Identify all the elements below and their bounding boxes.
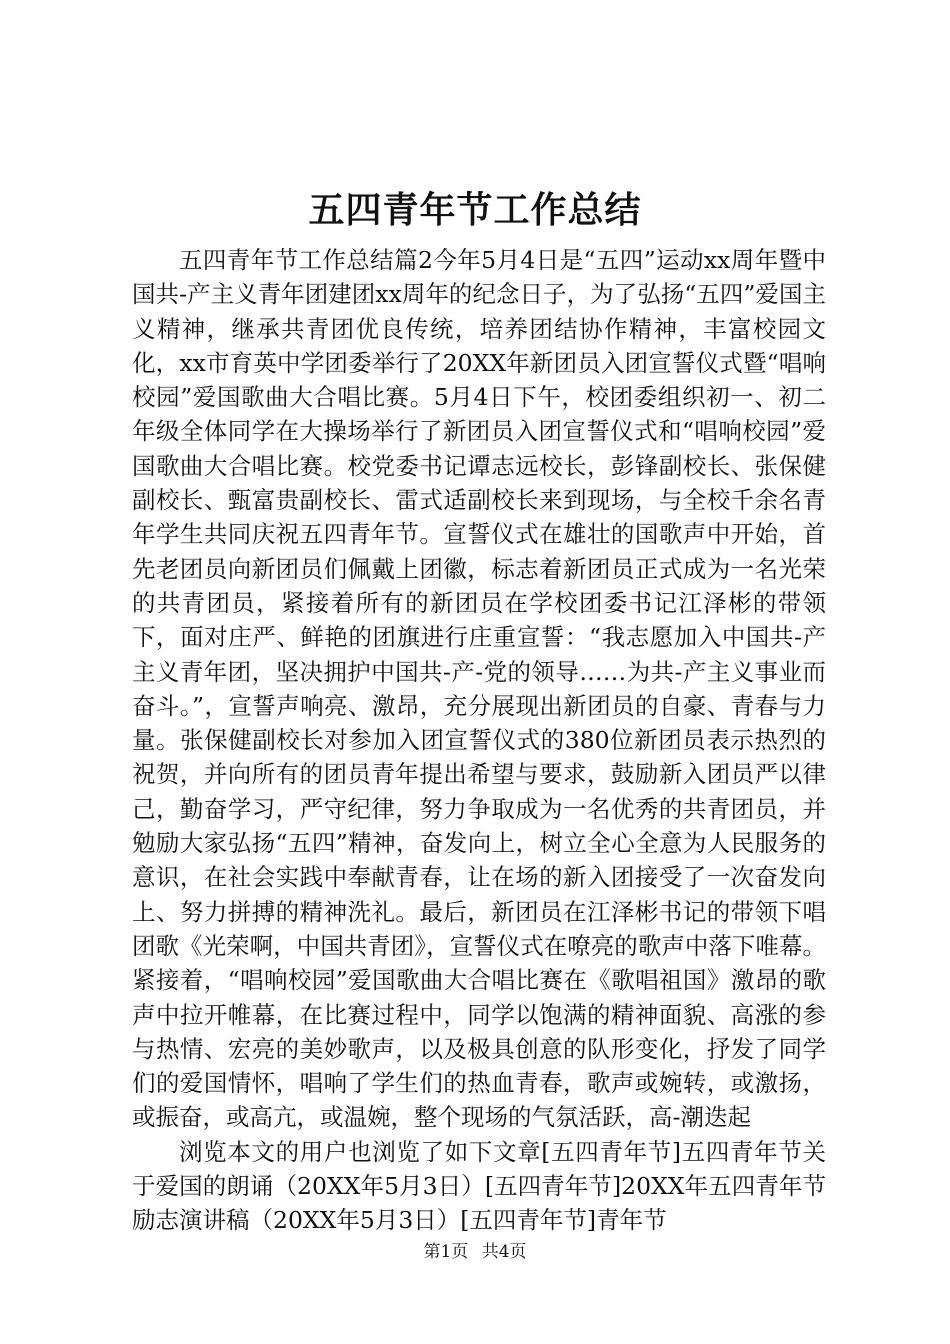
document-title: 五四青年节工作总结 — [308, 189, 642, 231]
body-paragraph-main: 五四青年节工作总结篇2今年5月4日是“五四”运动xx周年暨中国共-产主义青年团建团xx周年的纪念日子，为了弘扬“五四”爱国主义精神，继承共青团优良传统，培养团结协作精神，丰富校园文化，xx市育英中学团委举行了20XX年新团员入团宣誓仪式暨“唱响校园”爱国歌曲大合唱比赛。5月4日下午，校团委组织初一、初二年级全体同学在大操场举行了新团员入团宣誓仪式和“唱响校园”爱国歌曲大合唱比赛。校党委书记谭志远校长，彭锋副校长、张保健副校长、甄富贵副校长、雷式适副校长来到现场，与全校千余名青年学生共同庆祝五四青年节。宣誓仪式在雄壮的国歌声中开始，首先老团员向新团员们佩戴上团徽，标志着新团员正式成为一名光荣的共青团员，紧接着所有的新团员在学校团委书记江泽彬的带领下，面对庄严、鲜艳的团旗进行庄重宣誓：“我志愿加入中国共-产主义青年团，坚决拥护中国共-产-党的领导……为共-产主义事业而奋斗。”，宣誓声响亮、激昂，充分展现出新团员的自豪、青春与力量。张保健副校长对参加入团宣誓仪式的380位新团员表示热烈的祝贺，并向所有的团员青年提出希望与要求，鼓励新入团员严以律己，勤奋学习，严守纪律，努力争取成为一名优秀的共青团员，并勉励大家弘扬“五四”精神，奋发向上，树立全心全意为人民服务的意识，在社会实践中奉献青春，让在场的新入团接受了一次奋发向上、努力拼搏的精神洗礼。最后，新团员在江泽彬书记的带领下唱团歌《光荣啊，中国共青团》，宣誓仪式在嘹亮的歌声中落下唯幕。紧接着，“唱响校园”爱国歌曲大合唱比赛在《歌唱祖国》激昂的歌声中拉开帷幕，在比赛过程中，同学以饱满的精神面貌、高涨的参与热情、宏亮的美妙歌声，以及极具创意的队形变化，抒发了同学们的爱国情怀，唱响了学生们的热血青春，歌声或婉转，或激扬，或振奋，或高亢，或温婉，整个现场的气氛活跃，高-潮迭起 — [132, 246, 826, 1132]
body-paragraph-related: 浏览本文的用户也浏览了如下文章[五四青年节]五四青年节关于爱国的朗诵（20XX年5月3日）[五四青年节]20XX年五四青年节励志演讲稿（20XX年5月3日）[五四青年节]青年节 — [132, 1137, 826, 1235]
page-total: 共4页 — [481, 1242, 527, 1262]
page-number: 第1页 — [423, 1242, 469, 1262]
document-body — [132, 243, 826, 1238]
page-footer — [0, 1240, 950, 1264]
